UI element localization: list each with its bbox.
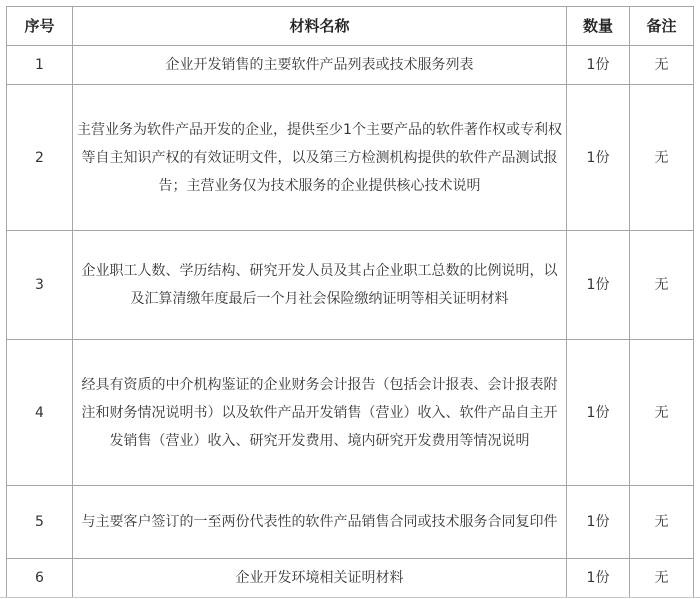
row-quantity: 1份 bbox=[567, 559, 630, 598]
row-material: 经具有资质的中介机构鉴证的企业财务会计报告（包括会计报表、会计报表附注和财务情况说明书）以及软件产品开发销售（营业）收入、软件产品自主开发销售（营业）收入、研究开发费用、境内研究开发费用等情况说明 bbox=[73, 340, 567, 486]
table-row bbox=[7, 46, 694, 85]
row-quantity: 1份 bbox=[567, 46, 630, 85]
row-no: 3 bbox=[7, 231, 73, 340]
row-no: 4 bbox=[7, 340, 73, 486]
header-quantity: 数量 bbox=[567, 7, 630, 46]
row-material: 企业职工人数、学历结构、研究开发人员及其占企业职工总数的比例说明，以及汇算清缴年度最后一个月社会保险缴纳证明等相关证明材料 bbox=[73, 231, 567, 340]
table-row bbox=[7, 340, 694, 486]
row-material: 与主要客户签订的一至两份代表性的软件产品销售合同或技术服务合同复印件 bbox=[73, 486, 567, 559]
row-note: 无 bbox=[630, 340, 694, 486]
row-quantity: 1份 bbox=[567, 340, 630, 486]
row-quantity: 1份 bbox=[567, 85, 630, 231]
row-quantity: 1份 bbox=[567, 231, 630, 340]
row-material: 企业开发环境相关证明材料 bbox=[73, 559, 567, 598]
table-row bbox=[7, 486, 694, 559]
row-no: 6 bbox=[7, 559, 73, 598]
materials-table bbox=[6, 6, 694, 598]
row-note: 无 bbox=[630, 46, 694, 85]
table-row bbox=[7, 85, 694, 231]
table-row bbox=[7, 231, 694, 340]
row-material: 主营业务为软件产品开发的企业，提供至少1个主要产品的软件著作权或专利权等自主知识产权的有效证明文件，以及第三方检测机构提供的软件产品测试报告；主营业务仅为技术服务的企业提供核心技术说明 bbox=[73, 85, 567, 231]
row-no: 1 bbox=[7, 46, 73, 85]
header-note: 备注 bbox=[630, 7, 694, 46]
row-note: 无 bbox=[630, 559, 694, 598]
header-material: 材料名称 bbox=[73, 7, 567, 46]
table-header-row bbox=[7, 7, 694, 46]
row-note: 无 bbox=[630, 486, 694, 559]
row-note: 无 bbox=[630, 231, 694, 340]
row-no: 2 bbox=[7, 85, 73, 231]
bottom-divider bbox=[0, 597, 700, 598]
row-no: 5 bbox=[7, 486, 73, 559]
table-row bbox=[7, 559, 694, 598]
row-note: 无 bbox=[630, 85, 694, 231]
header-no: 序号 bbox=[7, 7, 73, 46]
row-material: 企业开发销售的主要软件产品列表或技术服务列表 bbox=[73, 46, 567, 85]
row-quantity: 1份 bbox=[567, 486, 630, 559]
